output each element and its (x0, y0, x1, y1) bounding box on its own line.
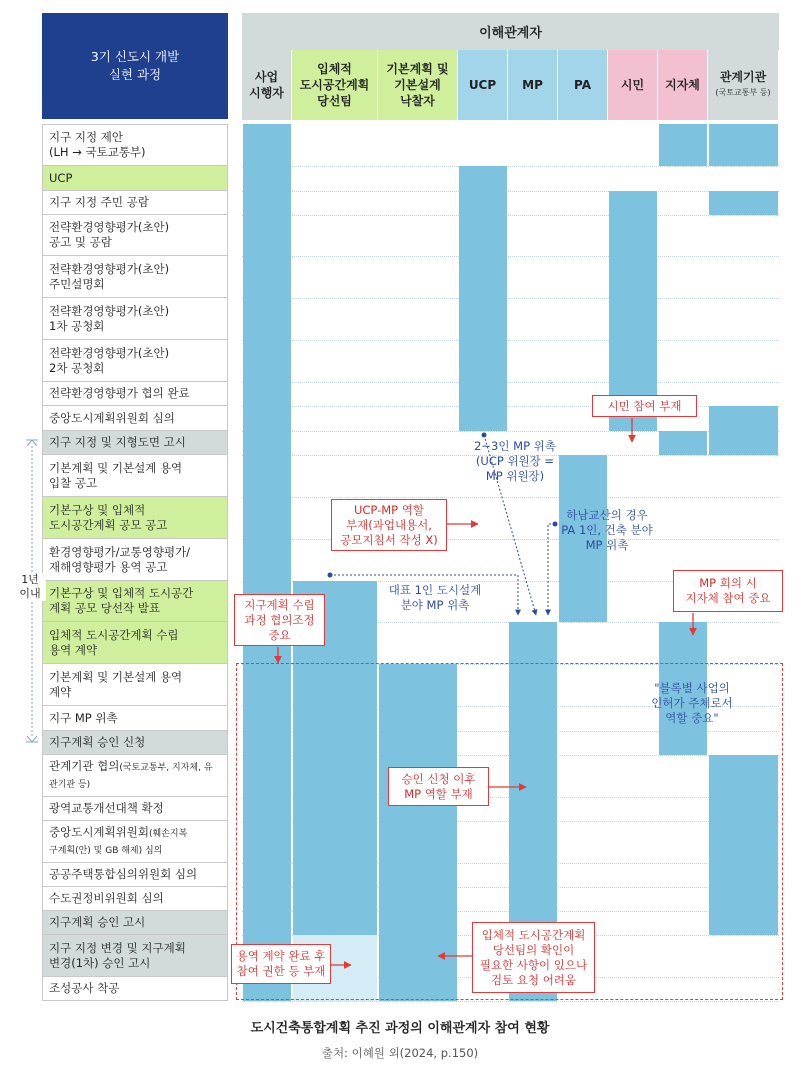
stage-label: 조성공사 착공 (49, 981, 120, 995)
stage-label: 기본계획 및 기본설계 용역 계약 (49, 669, 183, 699)
stage-row-2 (42, 166, 228, 191)
stage-label: 지구 MP 위촉 (49, 710, 118, 725)
stage-label: 지구 지정 제안 (LH → 국토교통부) (49, 130, 146, 159)
row-guide (242, 1001, 779, 1002)
stage-row-24 (42, 911, 228, 935)
stage-label: 기본구상 및 입체적 도시공간 계획 공모 당선작 발표 (49, 586, 194, 615)
stage-row-15 (42, 622, 228, 664)
stage-label: 지구 지정 변경 및 지구계획 변경(1차) 승인 고시 (49, 940, 186, 970)
participation-bar (709, 124, 778, 166)
note-block: "블록별 사업의 인허가 주체로서 역할 중요" (651, 681, 733, 725)
stage-label: 입체적 도시공간계획 수립 용역 계약 (49, 627, 179, 657)
stage-row-23 (42, 887, 228, 911)
stage-label: 전략환경영향평가(초안) 2차 공청회 (49, 345, 170, 375)
row-guide (242, 256, 779, 257)
stage-row-18 (42, 731, 228, 755)
stage-row-8 (42, 382, 228, 406)
row-guide (242, 166, 779, 167)
column-header-6: PA (558, 50, 608, 120)
stage-label: 전략환경영향평가 협의 완료 (49, 386, 190, 400)
callout-mp-local: MP 회의 시 지자체 참여 중요 (673, 570, 783, 612)
stage-label: 지구계획 승인 고시 (49, 915, 146, 929)
stage-row-4 (42, 215, 228, 256)
stage-label: 지구 지정 주민 공람 (49, 195, 149, 209)
stage-sublabel: (훼손지복 구계획(안) 및 GB 해제) 심의 (49, 828, 188, 856)
stage-row-10 (42, 431, 228, 455)
figure-caption: 도시건축통합계획 추진 과정의 이해관계자 참여 현황 (250, 1021, 550, 1036)
stage-label: 지구 지정 및 지형도면 고시 (49, 435, 186, 449)
stage-row-12 (42, 497, 228, 539)
column-header-2: 입체적 도시공간계획 당선팀 (292, 50, 378, 120)
participation-bar (659, 431, 707, 455)
note-ucp-mp: 2~3인 MP 위촉 (UCP 위원장 = MP 위원장) (474, 439, 556, 483)
stage-label: 지구계획 승인 신청 (49, 735, 146, 749)
column-header-1: 사업 시행자 (242, 50, 292, 120)
stage-row-1 (42, 124, 228, 166)
column-header-8: 지자체 (658, 50, 708, 120)
callout-design-team: 입체적 도시공간계획 당선팀의 확인이 필요한 사항이 있으나 검토 요청 어려움 (472, 922, 595, 993)
stage-row-14 (42, 581, 228, 622)
row-guide (242, 497, 779, 498)
stage-row-7 (42, 340, 228, 382)
participation-bar (709, 191, 778, 215)
row-guide (242, 340, 779, 341)
stage-label: 환경영향평가/교통영향평가/ 재해영향평가 용역 공고 (49, 544, 191, 574)
callout-ucp-mp: UCP-MP 역할 부재(과업내용서, 공모지침서 작성 X) (331, 499, 447, 551)
stage-label: 공공주택통합심의위원회 심의 (49, 867, 198, 881)
stage-label: 중앙도시계획위원회 심의 (49, 410, 175, 425)
callout-citizen: 시민 참여 부재 (592, 395, 697, 417)
row-guide (242, 191, 779, 192)
stage-label: 기본구상 및 입체적 도시공간계획 공모 공고 (49, 502, 168, 532)
stage-label: 전략환경영향평가(초안) 주민설명회 (49, 261, 170, 291)
stage-row-3 (42, 191, 228, 215)
note-rep-mp: 대표 1인 도시설계 분야 MP 위촉 (388, 583, 482, 612)
row-guide (242, 215, 779, 216)
one-year-label: 1년 이내 (14, 573, 46, 601)
stage-row-13 (42, 539, 228, 581)
participation-bar (659, 124, 707, 166)
stage-row-26 (42, 977, 228, 1001)
column-header-3: 기본계획 및 기본설계 낙찰자 (378, 50, 458, 120)
column-header-7: 시민 (608, 50, 658, 120)
stage-row-17 (42, 706, 228, 731)
stage-label: UCP (49, 170, 73, 185)
stage-label: 광역교통개선대책 확정 (49, 801, 164, 815)
stage-row-20 (42, 797, 228, 821)
stage-row-16 (42, 664, 228, 706)
stage-row-5 (42, 256, 228, 298)
figure-source: 출처: 이혜원 외(2024, p.150) (321, 1046, 479, 1060)
stage-row-21 (42, 821, 228, 863)
stage-sublabel: (국토교통부, 지자체, 유관기관 등) (49, 762, 213, 790)
callout-contract: 용역 계약 완료 후 참여 권한 등 부재 (231, 944, 331, 984)
corner-title: 3기 신도시 개발 실현 과정 (42, 13, 228, 119)
row-guide (242, 382, 779, 383)
column-header-sub: (국토교통부 등) (715, 88, 771, 97)
stage-row-6 (42, 298, 228, 340)
note-hanam: 하남교산의 경우 PA 1인, 건축 분야 MP 위촉 (561, 508, 653, 552)
stage-row-9 (42, 406, 228, 431)
stage-row-22 (42, 863, 228, 887)
stage-label: 관계기관 협의 (49, 758, 120, 773)
participation-bar (459, 166, 507, 431)
stage-label: 전략환경영향평가(초안) 공고 및 공람 (49, 220, 170, 249)
callout-approval: 승인 신청 이후 MP 역할 부재 (388, 767, 489, 806)
stage-label: 전략환경영향평가(초안) 1차 공청회 (49, 303, 170, 333)
row-guide (242, 539, 779, 540)
column-header-5: MP (508, 50, 558, 120)
callout-district-plan: 지구계획 수립 과정 협의조정 중요 (234, 594, 325, 646)
column-header-9: 관계기관 (국토교통부 등) (708, 50, 779, 120)
row-guide (242, 406, 779, 407)
stage-row-11 (42, 455, 228, 497)
stage-label: 중앙도시계획위원회 (49, 824, 149, 839)
stage-label: 기본계획 및 기본설계 용역 입찰 공고 (49, 460, 183, 490)
stage-label: 수도권정비위원회 심의 (49, 891, 164, 905)
row-guide (242, 298, 779, 299)
column-header-4: UCP (458, 50, 508, 120)
participation-bar (709, 406, 778, 455)
stage-row-19 (42, 755, 228, 797)
stage-row-25 (42, 935, 228, 977)
stakeholders-title: 이해관계자 (242, 13, 779, 50)
